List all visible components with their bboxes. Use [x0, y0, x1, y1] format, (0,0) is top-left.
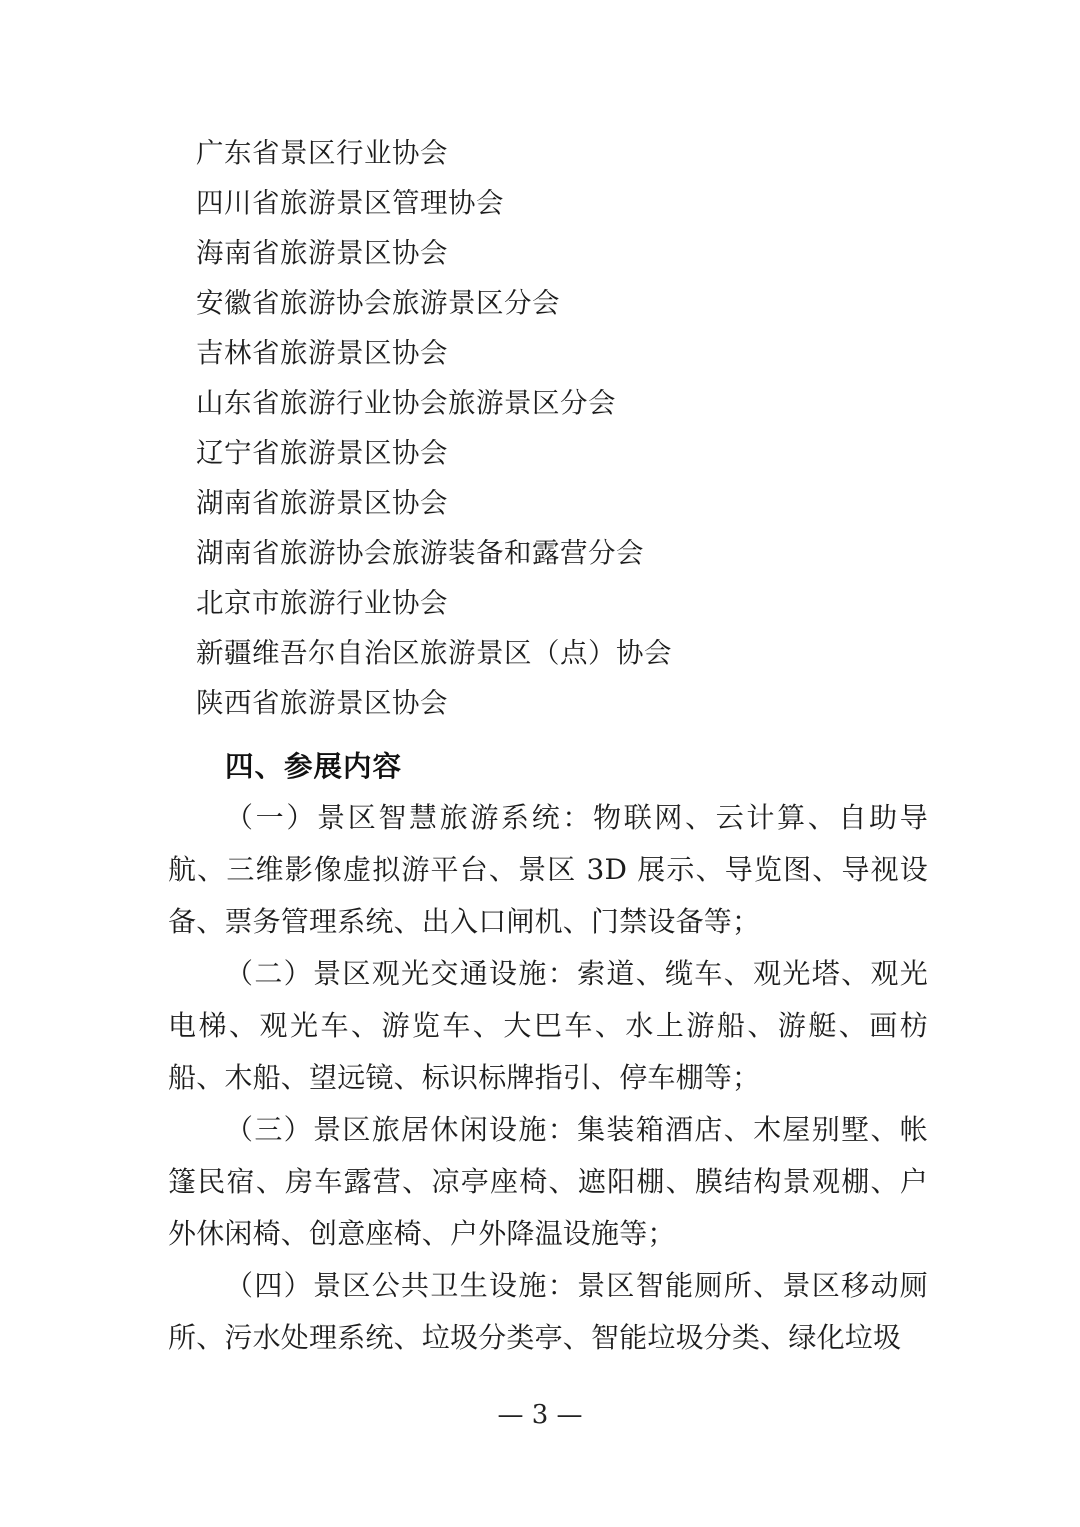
- list-item: 新疆维吾尔自治区旅游景区（点）协会: [196, 637, 672, 669]
- list-item: 安徽省旅游协会旅游景区分会: [196, 287, 560, 319]
- list-item: 四川省旅游景区管理协会: [196, 187, 504, 219]
- paragraph-exhibit-sanitation: （四）景区公共卫生设施：景区智能厕所、景区移动厕所、污水处理系统、垃圾分类亭、智能垃圾分类、绿化垃圾: [168, 1269, 928, 1354]
- list-item: 山东省旅游行业协会旅游景区分会: [196, 387, 616, 419]
- section-heading: 四、参展内容: [225, 749, 403, 783]
- page-content: [168, 128, 928, 1364]
- list-item: 海南省旅游景区协会: [196, 237, 448, 269]
- paragraph-exhibit-transport: （二）景区观光交通设施：索道、缆车、观光塔、观光电梯、观光车、游览车、大巴车、水上游船、游艇、画枋船、木船、望远镜、标识标牌指引、停车棚等；: [168, 957, 928, 1094]
- list-item: 辽宁省旅游景区协会: [196, 437, 448, 469]
- paragraph-exhibit-leisure: （三）景区旅居休闲设施：集装箱酒店、木屋别墅、帐篷民宿、房车露营、凉亭座椅、遮阳棚、膜结构景观棚、户外休闲椅、创意座椅、户外降温设施等；: [168, 1113, 928, 1250]
- list-item: 湖南省旅游景区协会: [196, 487, 448, 519]
- list-item: 北京市旅游行业协会: [196, 587, 448, 619]
- paragraph-exhibit-smart-tourism: （一）景区智慧旅游系统：物联网、云计算、自助导航、三维影像虚拟游平台、景区 3D 展示、导览图、导视设备、票务管理系统、出入口闸机、门禁设备等；: [168, 801, 928, 938]
- page-number: — 3 —: [497, 1400, 583, 1430]
- list-item: 湖南省旅游协会旅游装备和露营分会: [196, 537, 644, 569]
- list-item: 吉林省旅游景区协会: [196, 337, 448, 369]
- list-item: 广东省景区行业协会: [196, 137, 448, 169]
- list-item: 陕西省旅游景区协会: [196, 687, 448, 719]
- organization-list: [168, 128, 928, 728]
